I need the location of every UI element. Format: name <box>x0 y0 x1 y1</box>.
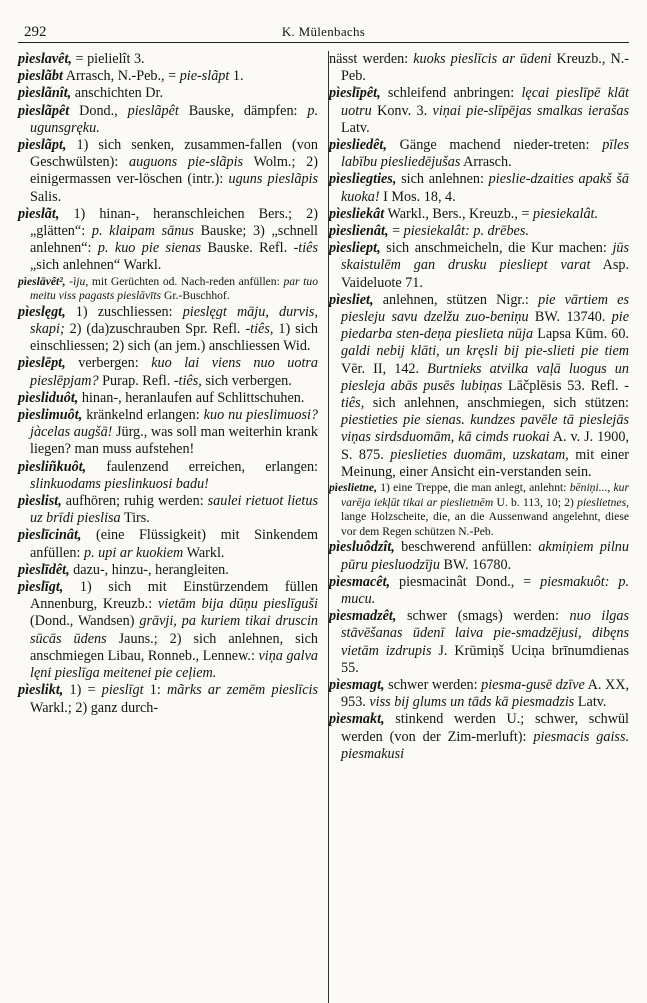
entry-example: bēniņi..., kur varēja iekļūt tikai ar pieslietnēm <box>341 481 629 509</box>
entry-headword: pìeslãnît, <box>18 85 72 102</box>
dictionary-entry <box>18 85 318 102</box>
dictionary-entry <box>329 292 629 481</box>
entry-example: pieslieties duomām, uzskatam, <box>390 446 569 463</box>
dictionary-entry <box>18 137 318 206</box>
entry-example: Burtnieks atvilka vaļā luogus un piesleja abās pusēs lubiņas <box>341 360 629 394</box>
entry-example: uguns pieslãpis <box>228 171 318 188</box>
entry-text: 1) sich mit Einstürzendem füllen Annenburg, Kreuzb.: <box>30 579 318 613</box>
entry-text: beschwerend anfüllen: <box>394 539 539 556</box>
dictionary-entry <box>18 459 318 493</box>
entry-example: grāvji, pa kuriem tikai druscin sūcās ūdens <box>30 613 318 647</box>
dictionary-entry <box>18 390 318 407</box>
entry-text: nässt werden: <box>329 51 414 67</box>
left-column <box>18 51 318 763</box>
dictionary-entry <box>18 355 318 389</box>
dictionary-entry <box>329 51 629 85</box>
dictionary-entry <box>329 677 629 711</box>
dictionary-entry <box>18 68 318 85</box>
entry-text: A. v. J. 1900, S. 875. <box>341 429 629 463</box>
entry-headword: pìeslãpt, <box>18 137 67 154</box>
entry-text: Konv. 3. <box>371 102 433 119</box>
dictionary-entry <box>329 539 629 573</box>
dictionary-entry <box>18 407 318 459</box>
entry-text: Arrasch, N.-Peb., = <box>62 68 180 85</box>
entry-text: kränkelnd erlangen: <box>82 407 204 424</box>
dictionary-entry <box>329 240 629 292</box>
entry-example: pieslãpêt <box>127 102 179 119</box>
entry-example: auguons pie-slãpis <box>129 154 244 171</box>
entry-text: schleifend anbringen: <box>380 85 522 102</box>
entry-text: sich anlehnen: <box>396 171 489 188</box>
entry-text: Warkl., Bers., Kreuzb., = <box>384 205 534 222</box>
entry-example: p. ugunsgręku. <box>30 102 318 136</box>
entry-example: kuo nu pieslimuosi? jàcelas augšā! <box>30 407 319 441</box>
entry-text: Warkl. <box>183 544 225 561</box>
entry-example: piestieties pie sienas. kundzes pavēle tā pieslejās viņas sirdsduomām, kā cimds ruokai <box>341 412 629 446</box>
entry-headword: pìeslimuôt, <box>18 407 83 424</box>
dictionary-entry <box>18 527 318 561</box>
entry-headword: pìeslãbt <box>18 68 63 85</box>
dictionary-entry <box>329 206 629 223</box>
dictionary-entry <box>18 275 318 304</box>
entry-example: piesma-gusē dzīve <box>481 677 585 694</box>
entry-text: Vēr. II, 142. <box>341 360 428 377</box>
dictionary-entry <box>18 51 318 68</box>
entry-headword: pìesluôdzît, <box>329 539 395 556</box>
dictionary-entry <box>329 223 629 240</box>
right-column <box>329 51 629 763</box>
entry-example: pie-slãpt <box>179 68 230 85</box>
entry-headword: pìeslāvêt², <box>18 274 66 288</box>
entry-headword: pìesliet, <box>329 291 374 308</box>
two-column-body <box>18 51 629 763</box>
entry-text: Jauns.; 2) sich anlehnen, sich anschmiegen Libau, Ronneb., Lennew.: <box>30 630 318 664</box>
entry-headword: pìeslikt, <box>18 682 64 699</box>
entry-text: „sich anlehnen“ Warkl. <box>30 257 162 274</box>
entry-text: mit einer Meinung, einer Ansicht ein-verstanden sein. <box>341 446 629 480</box>
entry-text: lange Holzscheite, die, an die Aussenwand angelehnt, diese vor dem Regen schützen N.-Peb. <box>341 510 629 538</box>
entry-text: 1) sich einschliessen; 2) sich (an jem.) anschliessen Wid. <box>30 321 318 355</box>
entry-text: Wolm.; 2) einigermassen ver-löschen (intr.): <box>30 154 318 188</box>
entry-example: par tuo meitu viss pagasts pieslāvīts <box>30 274 318 303</box>
entry-example: viss bij glums un tāds kā piesmadzis <box>369 694 575 711</box>
entry-headword: pìeslãt, <box>18 205 60 222</box>
entry-text: 1) eine Treppe, die man anlegt, anlehnt: <box>376 481 570 495</box>
entry-example: piesmakuôt: p. mucu. <box>341 573 629 608</box>
entry-text: anlehnen, stützen Nigr.: <box>373 291 539 308</box>
entry-text: sich anschmeicheln, die Kur machen: <box>380 240 613 257</box>
entry-example: kuo lai viens nuo uotra pieslēpjam? <box>30 355 319 389</box>
dictionary-entry <box>329 171 629 205</box>
entry-text: verbergen: <box>65 355 152 372</box>
entry-headword: pìeslīcinât, <box>18 527 82 544</box>
entry-headword: pìesliept, <box>329 240 381 257</box>
dictionary-entry <box>18 493 318 527</box>
entry-text: stinkend werden U.; schwer, schwül werden (von der Zim-merluft): <box>341 711 629 745</box>
entry-example: kuoks pieslīcis ar ūdeni <box>413 51 552 67</box>
entry-example: piesmacis gaiss. piesmakusi <box>341 728 630 762</box>
entry-text: Arrasch. <box>460 154 512 171</box>
entry-text: Latv. <box>341 119 370 136</box>
dictionary-entry <box>18 562 318 579</box>
entry-example: pieslie-dzaities apakš šā kuoka! <box>341 171 629 205</box>
entry-text: Bauske, dämpfen: <box>178 102 308 119</box>
entry-example: piesiekalât. <box>533 205 599 222</box>
entry-example: mãrks ar zemēm pieslīcis <box>167 682 319 699</box>
entry-text: BW. 13740. <box>528 309 612 326</box>
entry-text: A. XX, 953. <box>341 677 629 711</box>
entry-text: sich anlehnen, anschmiegen, sich stützen: <box>364 395 629 412</box>
entry-example: -tiês <box>293 240 318 257</box>
entry-text: 1. <box>229 68 244 85</box>
entry-text: Latv. <box>574 694 607 711</box>
entry-example: -tiês, <box>173 372 202 389</box>
entry-text: 1) = <box>63 682 102 699</box>
entry-example: akmiņiem pilnu pūru piesluodzīju <box>341 539 629 573</box>
entry-example: -ìju, <box>69 274 89 288</box>
dictionary-entry <box>329 85 629 137</box>
running-title: K. Mülenbachs <box>281 24 366 39</box>
entry-headword: pìesliekât <box>329 205 385 222</box>
entry-text: dazu-, hinzu-, herangleiten. <box>69 561 229 578</box>
entry-headword: pìeslīpêt, <box>329 85 381 102</box>
entry-text: Warkl.; 2) ganz durch- <box>30 699 159 716</box>
entry-text: Asp. Vaideluote 71. <box>341 257 629 291</box>
entry-text: Salis. <box>30 188 62 205</box>
entry-text: 2) (da)zuschrauben Spr. Refl. <box>64 321 246 338</box>
entry-text: BW. 16780. <box>439 556 512 573</box>
entry-example: vietām bija dūņu pieslīguši <box>157 596 318 613</box>
entry-text: = pielielît 3. <box>71 51 145 67</box>
entry-text: Bauske. Refl. <box>201 240 294 257</box>
entry-example: lęcai pieslīpē klāt uotru <box>341 85 629 119</box>
column-divider <box>328 51 329 1003</box>
page-number: 292 <box>24 24 47 40</box>
entry-text: 1) sich senken, zusammen-fallen (von Geschwülsten): <box>30 137 318 171</box>
entry-example: jūs skaistulēm gan drusku piesliept varat <box>341 240 629 274</box>
entry-text: anschichten Dr. <box>71 85 164 102</box>
entry-example: piesiekalât: p. drēbes. <box>403 223 529 240</box>
entry-headword: pìesmadzêt, <box>329 608 397 625</box>
entry-text: Lapsa Kūm. 60. <box>533 326 629 343</box>
entry-text: (Dond., Wandsen) <box>30 613 140 630</box>
entry-text: Gr.-Buschhof. <box>161 289 230 303</box>
entry-example: p. klaipam sānus <box>91 223 194 240</box>
entry-headword: pìesliedêt, <box>329 137 387 154</box>
dictionary-entry <box>18 682 318 716</box>
entry-text: Tirs. <box>120 510 150 527</box>
entry-example: viņai pie-slīpējas smalkas ierašas <box>432 102 629 119</box>
entry-text: faulenzend erreichen, erlangen: <box>86 458 318 475</box>
entry-example: galdi nebij klāti, un kręsli bij pie-slieti pie tiem <box>341 343 629 360</box>
entry-text: Kreuzb., N.-Peb. <box>341 51 629 85</box>
entry-example: -tiês, <box>245 321 274 338</box>
entry-example: slinkuodams pieslinkuosi badu! <box>30 475 209 492</box>
dictionary-entry <box>329 608 629 677</box>
dictionary-entry <box>329 137 629 171</box>
entry-headword: pìeslãpêt <box>18 102 70 119</box>
entry-text: Lāčplēsis 53. Refl. <box>502 377 625 394</box>
entry-text: Jürg., was soll man weiterhin krank liegen? man muss aufstehen! <box>30 424 318 458</box>
entry-headword: pìeslīdêt, <box>18 561 70 578</box>
entry-example: pie vārtiem es piesleju savu dzelžu zuo-beniņu <box>341 291 629 326</box>
entry-example: saulei rietuot lietus uz brīdi pieslisa <box>30 493 318 527</box>
entry-example: p. kuo pie sienas <box>97 240 202 257</box>
page-header <box>18 24 629 43</box>
entry-example: pieslietnes, <box>577 495 629 509</box>
dictionary-entry <box>18 304 318 356</box>
entry-example: pie piedarba sten-deņa pieslieta nūja <box>341 309 629 343</box>
entry-headword: pìesmakt, <box>329 711 385 728</box>
entry-text: 1) hinan-, heranschleichen Bers.; 2) „glätten“: <box>30 205 318 240</box>
entry-headword: pìeslietne, <box>329 481 377 495</box>
entry-headword: pìeslęgt, <box>18 303 66 320</box>
entry-text: 1) zuschliessen: <box>65 303 183 320</box>
entry-example: nuo ilgas stāvēšanas ūdenī laiva pie-smadzējusi, dibęns vietām izdrupis <box>341 608 630 659</box>
entry-headword: pìesliñkuôt, <box>18 458 87 475</box>
entry-headword: pìesmagt, <box>329 677 385 694</box>
entry-text: schwer (smags) werden: <box>396 608 570 625</box>
entry-text: Dond., <box>69 102 128 119</box>
entry-headword: pìesliegties, <box>329 171 397 188</box>
dictionary-entry <box>329 711 629 763</box>
entry-text: (eine Flüssigkeit) mit Sinkendem anfüllen: <box>30 527 318 561</box>
entry-text: hinan-, heranlaufen auf Schlittschuhen. <box>78 389 305 406</box>
entry-text: = <box>388 223 404 240</box>
entry-example: viņa galva lęni pieslīga meitenei pie ceļiem. <box>30 647 318 682</box>
entry-example: pieslęgt māju, durvis, skapi; <box>30 303 318 338</box>
entry-text: schwer werden: <box>384 677 482 694</box>
entry-example: -tiês, <box>341 377 629 412</box>
entry-text: aufhören; ruhig werden: <box>61 493 208 510</box>
entry-text: sich verbergen. <box>201 372 292 389</box>
entry-example: pieslīgt <box>101 682 144 699</box>
entry-text: Bauske; 3) „schnell anlehnen“: <box>30 223 318 257</box>
entry-text: mit Gerüchten od. Nach-reden anfüllen: <box>88 274 284 288</box>
entry-headword: pìeslīgt, <box>18 579 64 596</box>
entry-example: pīles labību piesliedējušas <box>341 137 629 171</box>
entry-headword: pìesliduôt, <box>18 389 79 406</box>
entry-text: U. b. 113, 10; 2) <box>493 495 578 509</box>
entry-example: p. upi ar kuokiem <box>83 544 184 561</box>
entry-text: 1: <box>143 682 167 699</box>
entry-text: Gänge machend nieder-treten: <box>386 137 603 154</box>
dictionary-entry <box>18 579 318 682</box>
entry-headword: pìesmacêt, <box>329 573 391 590</box>
entry-text: Purap. Refl. <box>98 372 174 389</box>
dictionary-entry <box>329 574 629 608</box>
entry-text: piesmacinât Dond., = <box>390 573 541 590</box>
entry-headword: pìeslēpt, <box>18 355 66 372</box>
entry-headword: pìeslist, <box>18 493 62 510</box>
entry-headword: pìeslienât, <box>329 223 389 240</box>
dictionary-entry <box>18 103 318 137</box>
entry-text: I Mos. 18, 4. <box>379 188 456 205</box>
dictionary-entry <box>329 481 629 539</box>
entry-headword: pìeslavêt, <box>18 51 72 67</box>
entry-text: J. Krūmiņš Uciņa brīnumdienas 55. <box>341 642 630 676</box>
dictionary-entry <box>18 206 318 275</box>
